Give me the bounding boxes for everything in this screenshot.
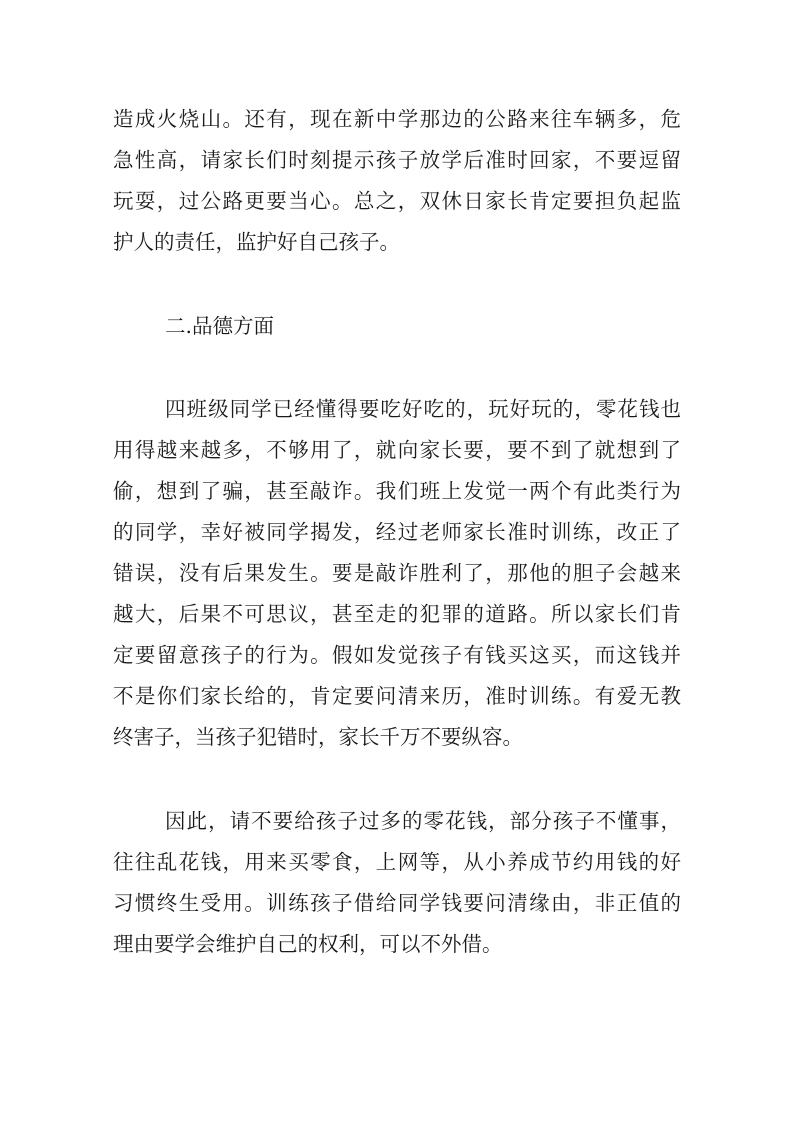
paragraph-3-line-4: 理由要学会维护自己的权利，可以不外借。 <box>113 932 503 956</box>
paragraph-1-line-1: 造成火烧山。还有，现在新中学那边的公路来往车辆多，危 <box>113 107 681 131</box>
paragraph-1-line-3: 玩耍，过公路更要当心。总之，双休日家长肯定要担负起监 <box>113 189 681 213</box>
paragraph-2-line-4: 的同学，幸好被同学揭发，经过老师家长准时训练，改正了 <box>113 520 681 544</box>
paragraph-3-line-3: 习惯终生受用。训练孩子借给同学钱要问清缘由，非正值的 <box>113 891 681 915</box>
paragraph-3-line-2: 往往乱花钱，用来买零食，上网等，从小养成节约用钱的好 <box>113 850 681 874</box>
paragraph-2-line-6: 越大，后果不可思议，甚至走的犯罪的道路。所以家长们肯 <box>113 602 681 626</box>
paragraph-2-line-9: 终害子，当孩子犯错时，家长千万不要纵容。 <box>113 725 523 749</box>
paragraph-2-line-7: 定要留意孩子的行为。假如发觉孩子有钱买这买，而这钱并 <box>113 643 681 667</box>
paragraph-2-line-1: 四班级同学已经懂得要吃好吃的，玩好玩的，零花钱也 <box>165 397 681 421</box>
section-heading: 二.品德方面 <box>165 314 275 338</box>
paragraph-2-line-8: 不是你们家长给的，肯定要问清来历，准时训练。有爱无教 <box>113 684 681 708</box>
paragraph-2-line-2: 用得越来越多，不够用了，就向家长要，要不到了就想到了 <box>113 438 681 462</box>
paragraph-1-line-2: 急性高，请家长们时刻提示孩子放学后准时回家，不要逗留 <box>113 148 681 172</box>
paragraph-3-line-1: 因此，请不要给孩子过多的零花钱，部分孩子不懂事， <box>165 809 681 833</box>
paragraph-2-line-5: 错误，没有后果发生。要是敲诈胜利了，那他的胆子会越来 <box>113 561 681 585</box>
paragraph-1-line-4: 护人的责任，监护好自己孩子。 <box>113 230 400 254</box>
paragraph-2-line-3: 偷，想到了骗，甚至敲诈。我们班上发觉一两个有此类行为 <box>113 479 681 503</box>
